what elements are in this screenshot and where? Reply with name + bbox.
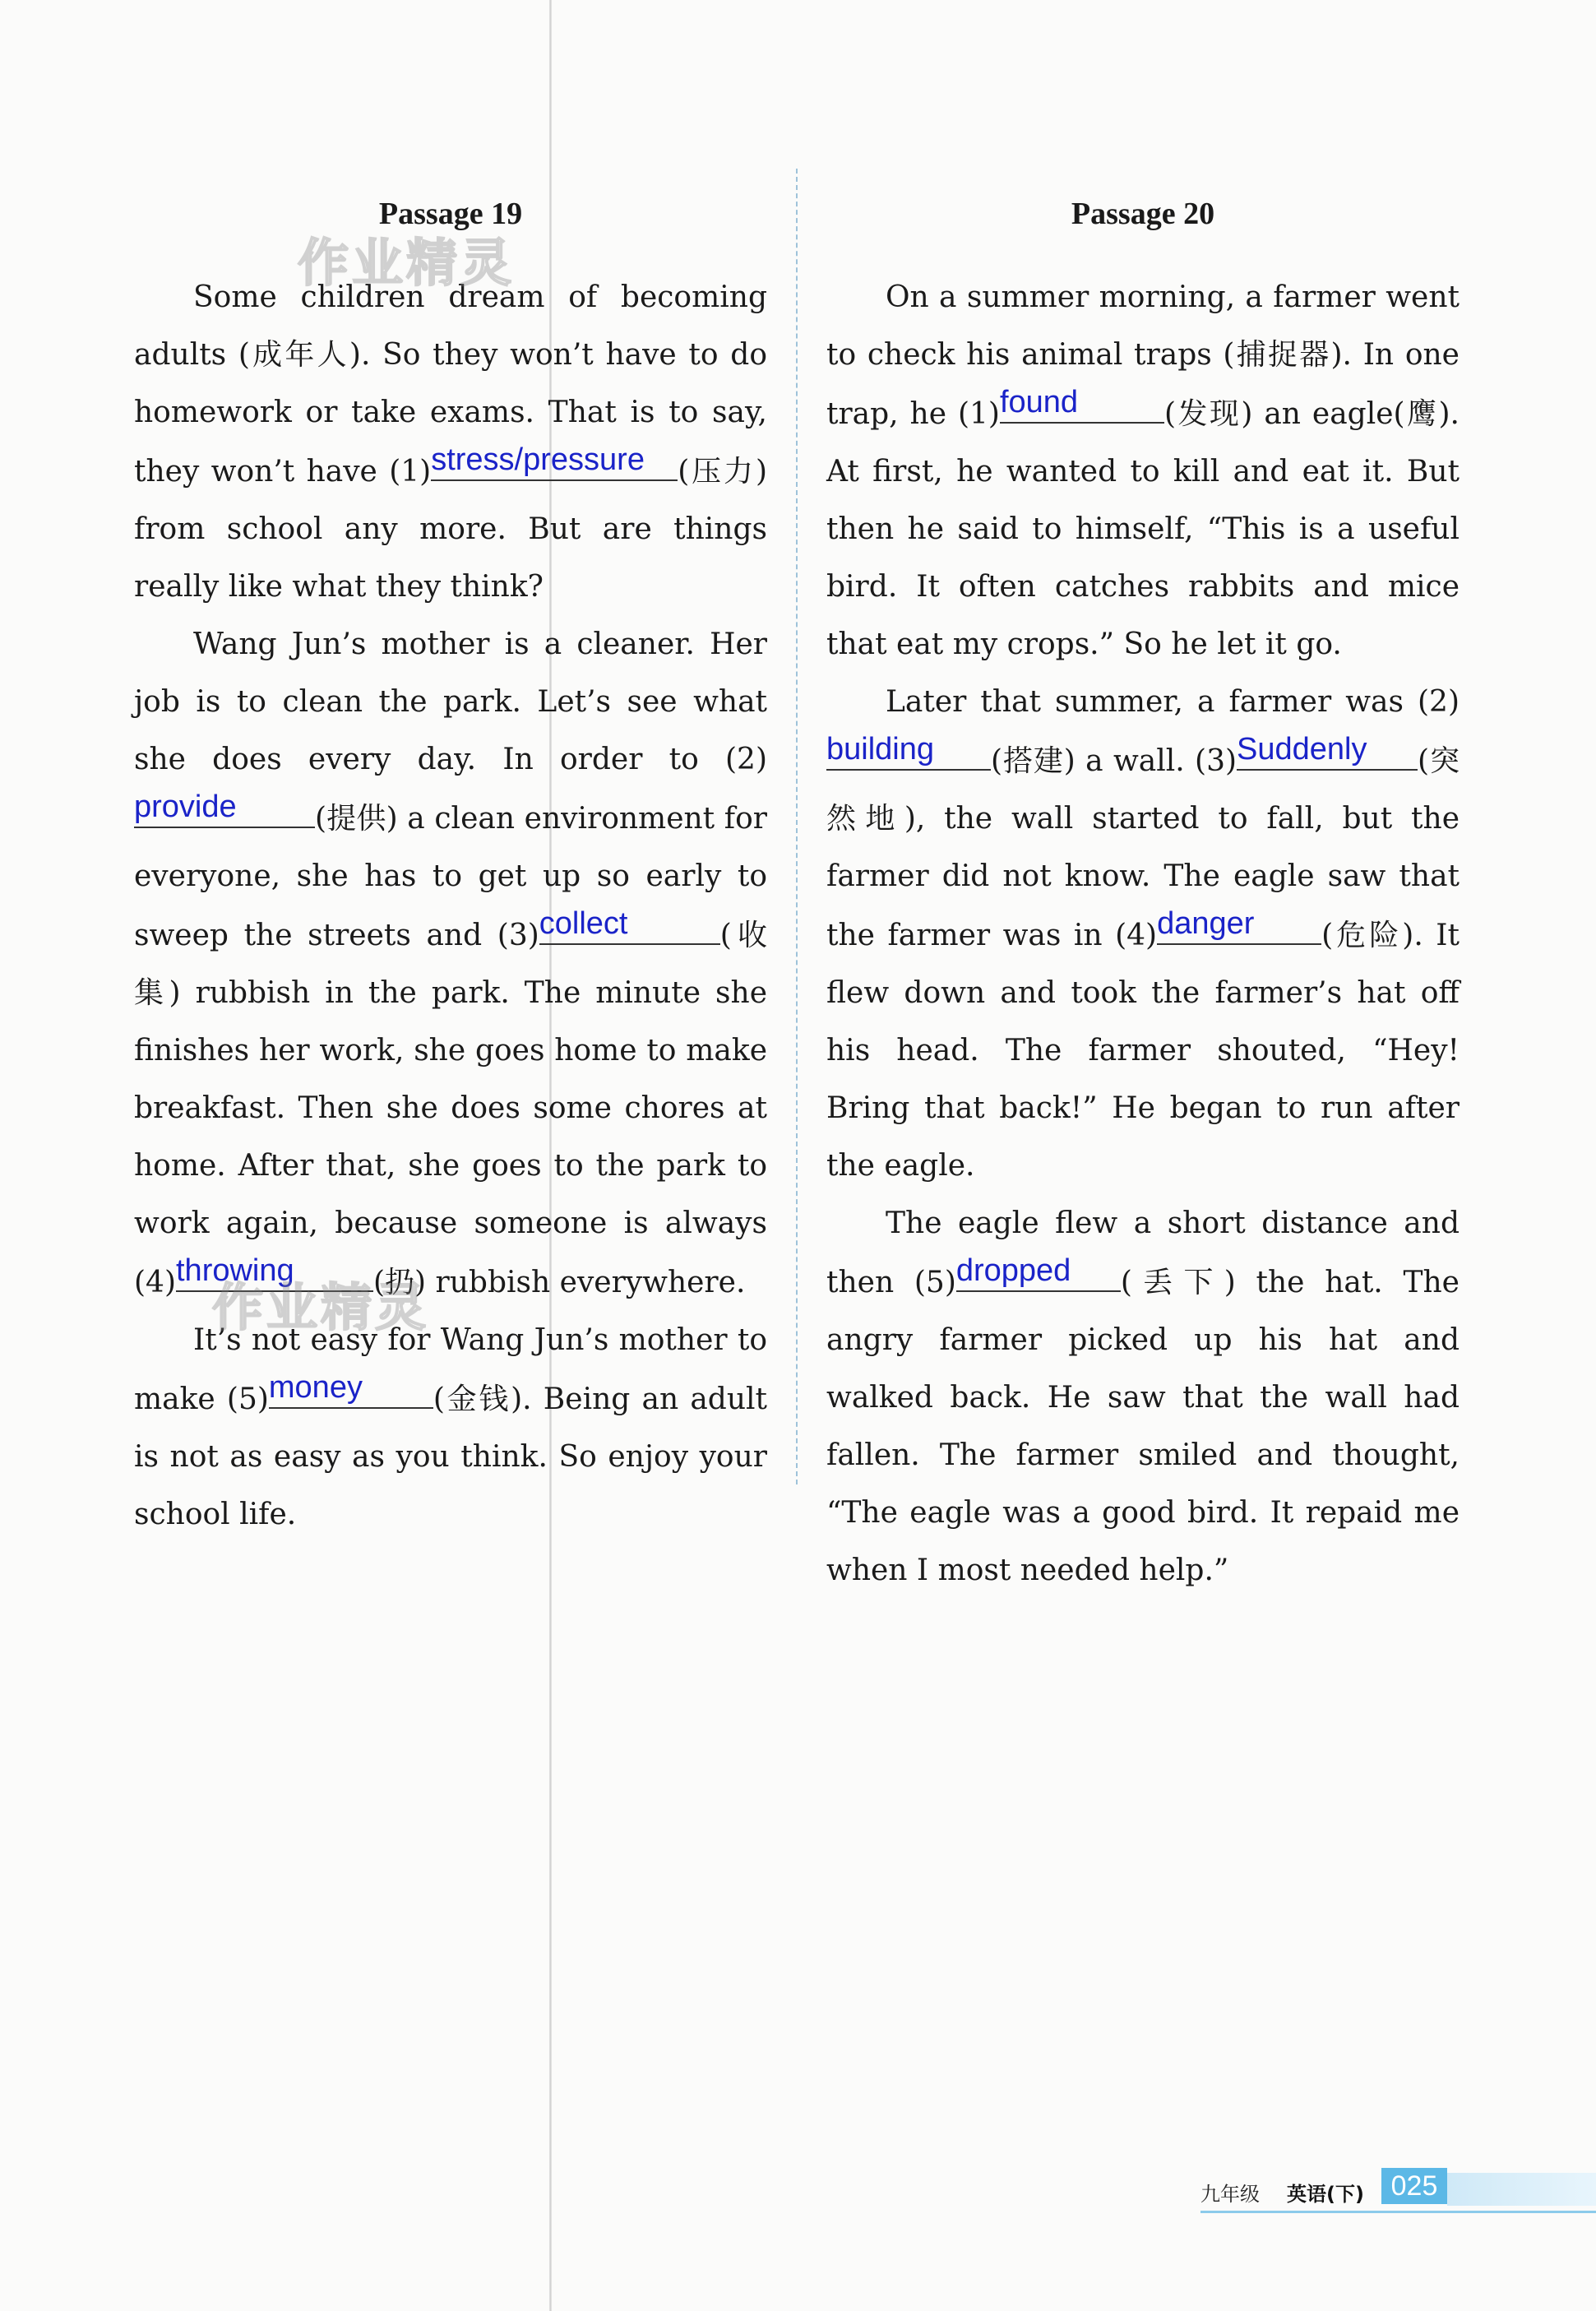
passage-20-paragraph-1 <box>826 269 1460 674</box>
footer-subject: 英语(下) <box>1287 2183 1364 2206</box>
blank-5[interactable] <box>956 1253 1121 1292</box>
text-segment: (发现) an eagle(鹰). At first, he wanted to kill and eat it. But then he said to himself, “This is a useful bird. It often catches rabbits and mice that eat my crops.” So he let it go. <box>826 397 1460 661</box>
passage-19-paragraph-3 <box>134 1312 767 1544</box>
answer-1: stress/pressure <box>431 442 645 477</box>
passage-20-paragraph-3 <box>826 1195 1460 1600</box>
text-segment: It’s not easy for Wang Jun’s mother to make (5) <box>134 1323 767 1416</box>
answer-3: Suddenly <box>1237 732 1367 766</box>
text-segment: (收集) rubbish in the park. The minute she finishes her work, she goes home to make breakfast. Then she does some chores at home. After that, she goes to the park to work again, because someone is always (4) <box>134 919 768 1299</box>
text-segment: (金钱). Being an adult is not as easy as you think. So enjoy your school life. <box>134 1382 767 1531</box>
text-segment: (突然地), the wall started to fall, but the farmer did not know. The eagle saw that the farmer was in (4) <box>826 744 1460 952</box>
watermark-top <box>298 222 515 295</box>
passage-20-paragraph-2 <box>826 674 1460 1195</box>
page-footer <box>1200 2163 1596 2221</box>
answer-5: money <box>268 1370 363 1405</box>
blank-1[interactable] <box>1000 384 1164 424</box>
text-segment: (压力) from school any more. But are things really like what they think? <box>134 455 767 604</box>
text-segment: (搭建) a wall. (3) <box>991 744 1237 778</box>
watermark-text: 作业精灵 <box>212 1277 430 1337</box>
text-segment: On a summer morning, a farmer went to check his animal traps (捕捉器). In one trap, he (1) <box>826 280 1460 431</box>
watermark-bottom <box>212 1267 429 1340</box>
passage-20-body <box>826 269 1460 1600</box>
text-segment: Some children dream of becoming adults (成年人). So they won’t have to do homework or take exams. That is to say, they won’t have (1) <box>134 280 767 489</box>
answer-4: throwing <box>176 1253 294 1288</box>
text-segment: (提供) a clean environment for everyone, she has to get up so early to sweep the streets and (3) <box>134 802 767 952</box>
blank-2[interactable] <box>826 731 991 771</box>
blank-3[interactable] <box>539 905 720 945</box>
footer-decoration-bar <box>1447 2173 1596 2206</box>
passage-20-title: Passage 20 <box>1071 197 1215 231</box>
answer-5: dropped <box>955 1253 1071 1288</box>
text-segment: Wang Jun’s mother is a cleaner. Her job is to clean the park. Let’s see what she does every day. In order to (2) <box>134 628 767 776</box>
blank-4[interactable] <box>1157 905 1321 945</box>
blank-3[interactable] <box>1237 731 1418 771</box>
watermark-text: 作业精灵 <box>298 233 516 293</box>
passage-19-title: Passage 19 <box>378 197 523 231</box>
answer-3: collect <box>539 906 628 941</box>
blank-1[interactable] <box>431 442 678 481</box>
text-segment: (丢下) the hat. The angry farmer picked up his hat and walked back. He saw that the wall had fallen. The farmer smiled and thought, “The eagle was a good bird. It repaid me when I most needed help.” <box>826 1266 1460 1587</box>
text-segment: The eagle flew a short distance and then (5) <box>826 1206 1460 1299</box>
text-segment: (危险). It flew down and took the farmer’s hat off his head. The farmer shouted, “Hey! Bring that back!” He began to run after the eagle. <box>826 919 1460 1183</box>
answer-2: building <box>826 732 934 766</box>
text-segment: (扔) rubbish everywhere. <box>373 1266 746 1299</box>
passage-19-paragraph-1 <box>134 269 767 616</box>
column-divider <box>796 169 798 1484</box>
blank-5[interactable] <box>269 1369 433 1409</box>
passage-19-paragraph-2 <box>134 616 767 1312</box>
footer-rule <box>1200 2211 1596 2213</box>
page-number: 025 <box>1381 2168 1447 2204</box>
text-segment: Later that summer, a farmer was (2) <box>886 685 1460 719</box>
passage-19-body <box>134 269 767 1544</box>
footer-grade: 九年级 <box>1200 2183 1260 2206</box>
answer-2: provide <box>134 790 237 824</box>
answer-1: found <box>999 385 1079 419</box>
blank-2[interactable] <box>134 789 315 828</box>
answer-4: danger <box>1157 906 1255 941</box>
